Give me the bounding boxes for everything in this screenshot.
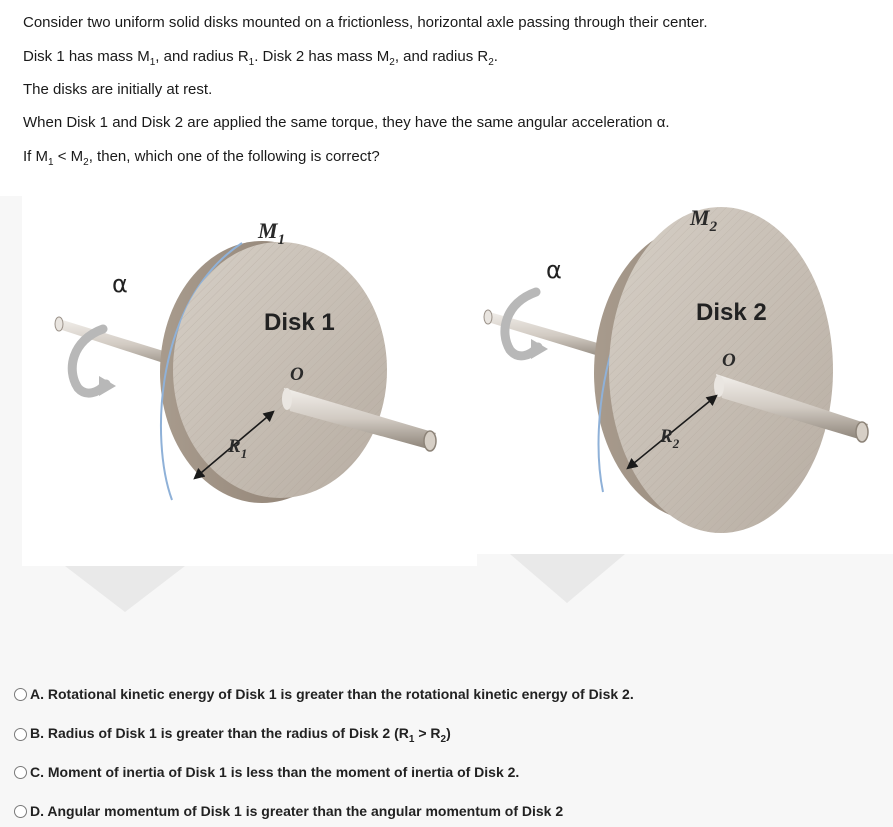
disk-1-mass-label: $M_1$: [258, 218, 286, 248]
option-b-text: B. Radius of Disk 1 is greater than the radius of Disk 2 $(R_1 > R_2)$: [30, 725, 451, 745]
option-c-radio[interactable]: [14, 766, 27, 779]
disk-1-center-label: O: [290, 364, 304, 385]
option-a[interactable]: [14, 686, 634, 702]
option-d-radio[interactable]: [14, 805, 27, 818]
axle-1-front-end: [424, 431, 436, 451]
option-c[interactable]: [14, 764, 519, 780]
option-d-text: D. Angular momentum of Disk 1 is greater than the angular momentum of Disk 2: [30, 803, 564, 819]
question-line-3: The disks are initially at rest.: [23, 81, 213, 98]
disk-1-alpha-label: α: [112, 270, 128, 298]
panel-pointer-right: [510, 554, 625, 603]
option-b-radio[interactable]: [14, 728, 27, 741]
question-panel: [0, 0, 893, 196]
disk-1-title: Disk 1: [264, 309, 335, 336]
axle-1-back-end: [55, 317, 63, 331]
question-line-2: Disk 1 has mass $M_1$, and radius $R_1$. Disk 2 has mass $M_2$, and radius $R_2$.: [23, 48, 498, 68]
disk-2-title: Disk 2: [696, 299, 767, 326]
axle-2-front-end: [856, 422, 868, 442]
question-line-1: Consider two uniform solid disks mounted on a frictionless, horizontal axle passing through their center.: [23, 14, 708, 31]
option-d[interactable]: [14, 803, 563, 819]
disk-2-mass-label: $M_2$: [690, 205, 718, 235]
option-c-text: C. Moment of inertia of Disk 1 is less than the moment of inertia of Disk 2.: [30, 764, 520, 780]
axle-2-back-end: [484, 310, 492, 324]
option-b[interactable]: [14, 725, 451, 745]
figure-area: [0, 196, 893, 616]
disk-1-radius-label: $R_1$: [228, 436, 248, 461]
axle-2-hub: [714, 375, 724, 397]
disk-2-center-label: O: [722, 350, 736, 371]
disk-2-radius-label: $R_2$: [660, 426, 680, 451]
disk-2-alpha-label: α: [546, 256, 562, 284]
option-a-radio[interactable]: [14, 688, 27, 701]
option-a-text: A. Rotational kinetic energy of Disk 1 is greater than the rotational kinetic energy of Disk 2.: [30, 686, 634, 702]
question-line-5: If $M_1 < M_2$, then, which one of the following is correct?: [23, 148, 380, 168]
disks-figure: [0, 196, 893, 616]
axle-1-hub: [282, 388, 292, 410]
disk-1-face-texture: [173, 242, 387, 498]
panel-pointer-left: [65, 566, 185, 612]
disk-2-face-texture: [609, 207, 833, 533]
question-line-4: When Disk 1 and Disk 2 are applied the same torque, they have the same angular acceleration α.: [23, 114, 670, 131]
